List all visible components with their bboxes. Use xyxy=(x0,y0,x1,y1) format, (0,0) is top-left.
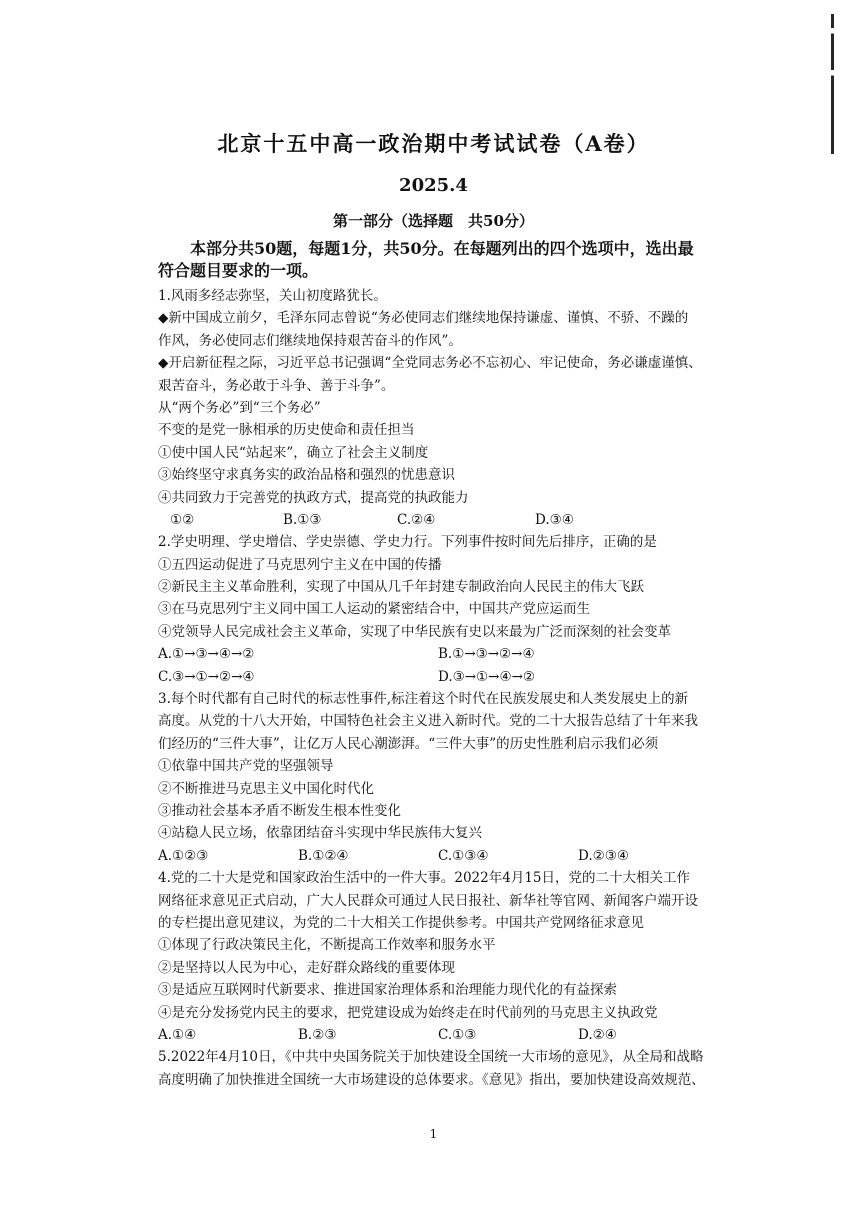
answer-options xyxy=(158,845,718,867)
statement-item: ④共同致力于完善党的执政方式，提高党的执政能力 xyxy=(158,489,469,506)
statement-item: ③在马克思列宁主义同中国工人运动的紧密结合中，中国共产党应运而生 xyxy=(158,601,590,618)
question-stem: 5.2022年4月10日，《中共中央国务院关于加快建设全国统一大市场的意见》，从全局和战略 xyxy=(158,1049,704,1066)
question-3 xyxy=(158,688,718,867)
option-c[interactable]: C.③→①→②→④ xyxy=(158,668,255,685)
page-number: 1 xyxy=(429,1127,438,1141)
statement-item: ④是充分发扬党内民主的要求，把党建设成为始终走在时代前列的马克思主义执政党 xyxy=(158,1004,658,1021)
question-5 xyxy=(158,1046,718,1091)
option-b[interactable]: B.②③ xyxy=(298,1026,337,1043)
question-stem: 的专栏提出意见建议，为党的二十大相关工作提供参考。中国共产党网络征求意见 xyxy=(158,914,644,931)
instruction-line: 本部分共50题，每题1分，共50分。在每题列出的四个选项中，选出最 xyxy=(190,239,694,258)
questions xyxy=(158,285,718,1091)
option-b[interactable]: B.①→③→②→④ xyxy=(438,646,535,663)
question-stem: 1.风雨多经志弥坚，关山初度路犹长。 xyxy=(158,288,387,304)
statement-item: ②不断推进马克思主义中国化时代化 xyxy=(158,780,374,797)
question-4 xyxy=(158,867,718,1046)
option-b[interactable]: B.①③ xyxy=(283,511,322,528)
answer-options xyxy=(158,1024,718,1046)
option-b[interactable]: B.①②④ xyxy=(298,847,349,864)
option-d[interactable]: D.③④ xyxy=(535,511,574,528)
question-stem: 们经历的“三件大事”，让亿万人民心潮澎湃。“三件大事”的历史性胜利启示我们必须 xyxy=(158,735,659,752)
quote-paragraph: ◆新中国成立前夕，毛泽东同志曾说“务必使同志们继续地保持谦虚、谨慎、不骄、不躁的 xyxy=(158,310,689,327)
answer-options xyxy=(158,509,718,531)
option-a[interactable]: ①② xyxy=(170,511,195,528)
statement-item: ①依靠中国共产党的坚强领导 xyxy=(158,758,334,775)
statement-item: ①体现了行政决策民主化，不断提高工作效率和服务水平 xyxy=(158,937,496,954)
answer-options xyxy=(158,643,718,665)
option-d[interactable]: D.②④ xyxy=(578,1026,617,1043)
statement-item: ③是适应互联网时代新要求、推进国家治理体系和治理能力现代化的有益探索 xyxy=(158,982,617,999)
option-a[interactable]: A.①②③ xyxy=(158,847,209,864)
statement-item: 不变的是党一脉相承的历史使命和责任担当 xyxy=(158,422,415,439)
section-heading: 第一部分（选择题 共50分） xyxy=(333,212,534,230)
statement-item: ④站稳人民立场，依靠团结奋斗实现中华民族伟大复兴 xyxy=(158,825,482,842)
option-a[interactable]: A.①④ xyxy=(158,1026,197,1043)
option-d[interactable]: D.②③④ xyxy=(578,847,629,864)
question-stem: 网络征求意见正式启动，广大人民群众可通过人民日报社、新华社等官网、新闻客户端开设 xyxy=(158,892,698,909)
statement-item: ③始终坚守求真务实的政治品格和强烈的忧患意识 xyxy=(158,467,455,484)
exam-date: 2025.4 xyxy=(399,175,468,196)
question-lead: 从“两个务必”到“三个务必” xyxy=(158,399,321,416)
answer-options xyxy=(158,666,718,688)
statement-item: ②是坚持以人民为中心，走好群众路线的重要体现 xyxy=(158,959,455,976)
option-a[interactable]: A.①→③→④→② xyxy=(158,646,255,663)
question-stem: 3.每个时代都有自己时代的标志性事件,标注着这个时代在民族发展史和人类发展史上的新 xyxy=(158,691,689,708)
quote-paragraph: ◆开启新征程之际，习近平总书记强调“全党同志务必不忘初心、牢记使命，务必谦虚谨慎、 xyxy=(158,355,702,372)
statement-item: ②新民主主义革命胜利，实现了中国从几千年封建专制政治向人民民主的伟大飞跃 xyxy=(158,579,644,596)
option-c[interactable]: C.①③④ xyxy=(438,847,489,864)
quote-paragraph: 作风，务必使同志们继续地保持艰苦奋斗的作风”。 xyxy=(158,332,462,349)
statement-item: ①五四运动促进了马克思列宁主义在中国的传播 xyxy=(158,556,442,573)
option-d[interactable]: D.③→①→④→② xyxy=(438,668,535,685)
quote-paragraph: 艰苦奋斗，务必敢于斗争、善于斗争”。 xyxy=(158,377,395,394)
instruction-line: 符合题目要求的一项。 xyxy=(158,261,319,281)
question-2 xyxy=(158,531,718,688)
option-c[interactable]: C.①③ xyxy=(438,1026,477,1043)
exam-title: 北京十五中高一政治期中考试试卷（A卷） xyxy=(217,131,650,156)
statement-item: ④党领导人民完成社会主义革命，实现了中华民族有史以来最为广泛而深刻的社会变革 xyxy=(158,623,671,640)
question-stem: 2.学史明理、学史增信、学史崇德、学史力行。下列事件按时间先后排序，正确的是 xyxy=(158,534,657,551)
question-stem: 4.党的二十大是党和国家政治生活中的一件大事。2022年4月15日，党的二十大相关工作 xyxy=(158,870,691,887)
question-stem: 高度。从党的十八大开始，中国特色社会主义进入新时代。党的二十大报告总结了十年来我 xyxy=(158,713,698,730)
section-instructions xyxy=(158,236,718,281)
statement-item: ③推动社会基本矛盾不断发生根本性变化 xyxy=(158,802,401,819)
option-c[interactable]: C.②④ xyxy=(397,511,436,528)
question-stem: 高度明确了加快推进全国统一大市场建设的总体要求。《意见》指出，要加快建设高效规范、 xyxy=(158,1071,705,1088)
question-1 xyxy=(158,285,718,531)
statement-item: ①使中国人民“站起来”，确立了社会主义制度 xyxy=(158,444,429,461)
